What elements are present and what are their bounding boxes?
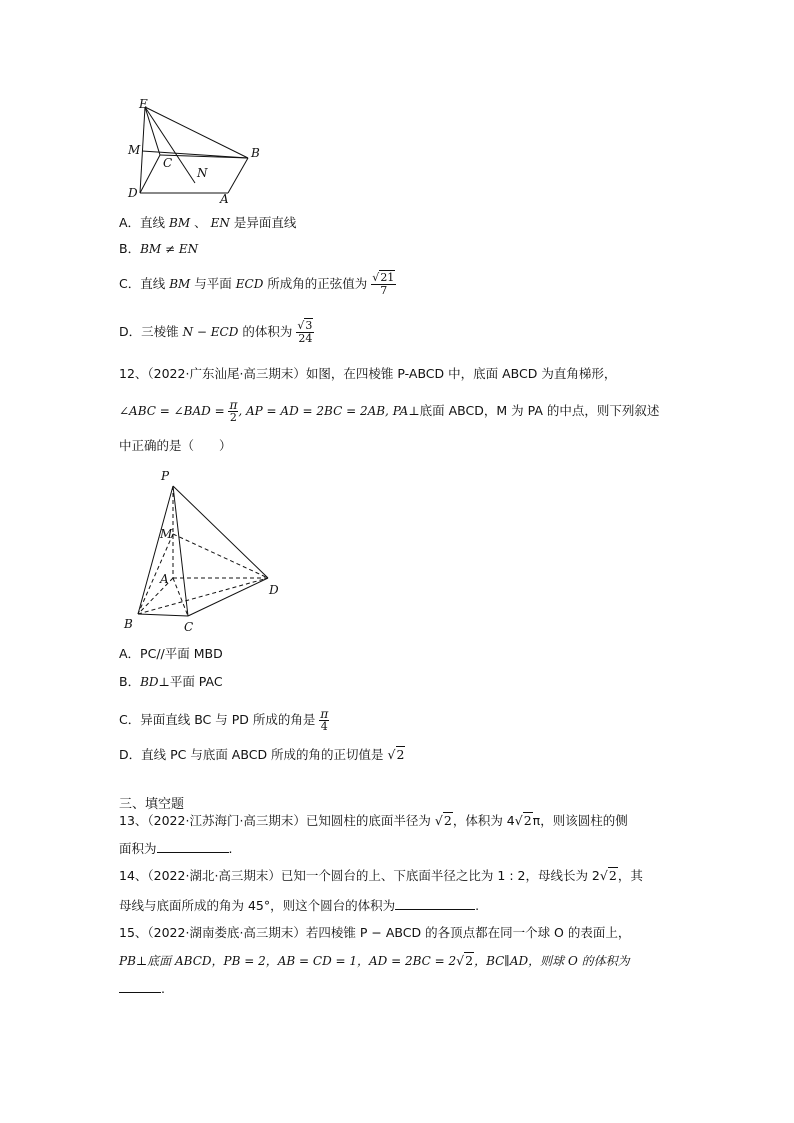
label-B: B [251,146,260,160]
edge-PD [173,486,268,578]
q11-option-d: D．三棱锥 N − ECD 的体积为 $\frac{√3}{24}$ [119,319,313,345]
q13-line2: 面积为 . [119,841,233,856]
label-C: C [163,156,173,170]
q12-stem-line3: 中正确的是（ ） [119,438,232,453]
q11-option-a: A．直线 BM 、 EN 是异面直线 [119,215,297,230]
q11-option-c: C．直线 BM 与平面 ECD 所成角的正弦值为 $\frac{√21}{7}$ [119,271,395,297]
edge-EN [145,107,195,183]
q12-option-c: C．异面直线 BC 与 PD 所成的角是 $\frac{\pi}{4}$ [119,707,329,733]
label-D: D [128,186,138,200]
section-fill-in-blank-title: 三、填空题 [119,797,185,812]
label-C: C [184,620,194,634]
q13-line1: 13、（2022·江苏海门·高三期末）已知圆柱的底面半径为 √2，体积为 4√2π，则该圆柱的侧 [119,813,628,828]
q15-line2: PB⊥底面 ABCD，PB = 2，AB = CD = 1，AD = 2BC = 2√2，BC∥AD，则球 O 的体积为 [119,953,630,968]
answer-blank-q13[interactable] [157,840,229,853]
frac-sqrt3-over-24: $\frac{√3}{24}$ [297,319,313,345]
sqrt-2: √2 [387,747,405,762]
q15-line1: 15、（2022·湖南娄底·高三期末）若四棱锥 P − ABCD 的各顶点都在同一个球 O 的表面上， [119,925,631,940]
edge-AB [228,158,248,193]
frac-pi-over-4: $\frac{\pi}{4}$ [320,707,329,733]
q14-line1: 14、（2022·湖北·高三期末）已知一个圆台的上、下底面半径之比为 1 : 2，母线长为 2√2，其 [119,868,643,883]
q12-option-b: B．BD⊥平面 PAC [119,674,223,689]
q12-option-d: D．直线 PC 与底面 ABCD 所成的角的正切值是 √2 [119,747,405,762]
q14-line2: 母线与底面所成的角为 45°，则这个圆台的体积为 . [119,898,480,913]
edge-BC [138,614,188,616]
label-M: M [160,527,173,541]
label-A: A [220,192,229,205]
label-A: A [160,572,169,586]
edge-EC [145,107,160,155]
frac-pi-over-2: $\frac{\pi}{2}$ [229,398,238,424]
q12-option-a: A．PC//平面 MBD [119,646,223,661]
frac-sqrt21-over-7: $\frac{√21}{7}$ [372,271,395,297]
q12-stem-line2: ∠ABC = ∠BAD = $\frac{\pi}{2}$ , AP = AD = 2BC = 2AB, PA⊥底面 ABCD，M 为 PA 的中点，则下列叙述 [119,398,660,424]
figure-q11 [120,95,270,205]
figure-q12 [118,466,288,636]
edge-PB [138,486,173,614]
edge-MD [173,534,268,578]
answer-blank-q15[interactable] [119,980,161,993]
q12-stem-line1: 12、（2022·广东汕尾·高三期末）如图，在四棱锥 P-ABCD 中，底面 ABCD 为直角梯形， [119,366,617,381]
figure-q11-svg [120,95,270,205]
edge-MB [142,151,248,158]
edge-ED [140,107,145,193]
edge-EB [145,107,248,158]
label-P: P [161,469,170,483]
edge-DC [140,155,160,193]
figure-q12-svg [118,466,288,636]
label-M: M [128,143,141,157]
label-D: D [269,583,279,597]
q15-line3: . [119,980,165,998]
label-B: B [124,617,133,631]
answer-blank-q14[interactable] [395,897,475,910]
edge-PC [173,486,188,616]
label-E: E [139,97,148,111]
label-N: N [197,166,208,180]
q11-option-b: B．BM ≠ EN [119,241,199,256]
